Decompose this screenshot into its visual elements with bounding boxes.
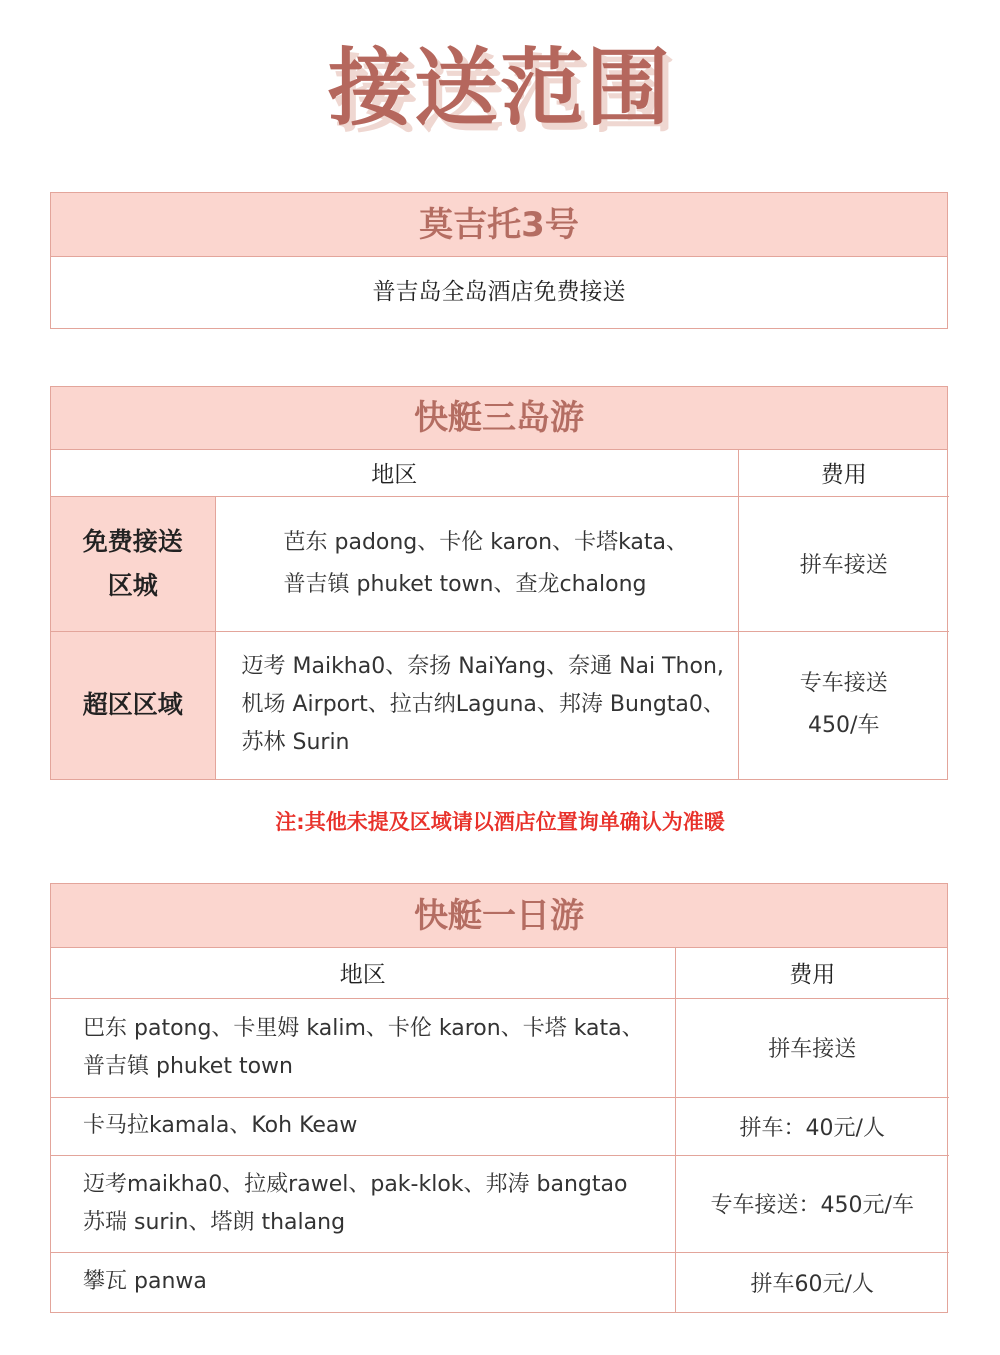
- row-fee: 拼车接送: [675, 998, 949, 1097]
- day-tour-table: [51, 948, 949, 1312]
- region-line: 卡马拉kamala、Koh Keaw: [83, 1113, 358, 1138]
- region-line: 苏瑞 surin、塔朗 thalang: [83, 1209, 346, 1235]
- row-label: [51, 496, 215, 631]
- table-row: [51, 1097, 949, 1155]
- row-fee: 拼车60元/人: [675, 1252, 949, 1312]
- region-line: 芭东 padong、卡伦 karon、卡塔kata、: [283, 529, 689, 555]
- row-label: [51, 631, 215, 779]
- table-row: [51, 496, 949, 631]
- region-line: 普吉镇 phuket town: [83, 1053, 293, 1079]
- section-day-tour-card: [50, 883, 948, 1313]
- header-fee: 费用: [675, 948, 949, 998]
- region-line: 迈考maikha0、拉威rawel、pak-klok、邦涛 bangtao: [83, 1171, 628, 1197]
- row-fee: [738, 496, 949, 631]
- row-label-line: 区城: [107, 570, 158, 600]
- row-region: [215, 631, 738, 779]
- row-fee: 专车接送：450元/车: [675, 1155, 949, 1252]
- row-region: [51, 1252, 675, 1312]
- header-region: 地区: [51, 948, 675, 998]
- three-island-table: [51, 450, 949, 779]
- fee-line: 专车接送: [799, 671, 888, 697]
- row-region: [215, 496, 738, 631]
- row-label-line: 超区区域: [82, 690, 183, 720]
- region-line: 苏林 Surin: [241, 730, 350, 756]
- table-row: [51, 1252, 949, 1312]
- header-fee: 费用: [738, 450, 949, 496]
- section-day-tour-title: 快艇一日游: [51, 884, 947, 948]
- region-line: 攀瓦 panwa: [83, 1269, 207, 1295]
- page-title: 接送范围: [327, 39, 672, 137]
- row-region: [51, 1097, 675, 1155]
- row-region: [51, 1155, 675, 1252]
- section-three-island-title: 快艇三岛游: [51, 387, 947, 450]
- region-line: 机场 Airport、拉古纳Laguna、邦涛 Bungta0、: [241, 692, 725, 718]
- section-mojito-title: 莫吉托3号: [51, 193, 947, 257]
- table-header-row: [51, 450, 949, 496]
- region-line: 迈考 Maikha0、奈扬 NaiYang、奈通 Nai Thon,: [241, 654, 724, 680]
- note-text: 注:其他未提及区域请以酒店位置询单确认为准暖: [275, 810, 725, 834]
- row-label-line: 免费接送: [82, 526, 183, 556]
- section-mojito-card: [50, 192, 948, 329]
- region-line: 巴东 patong、卡里姆 kalim、卡伦 karon、卡塔 kata、: [83, 1015, 644, 1041]
- table-row: [51, 1155, 949, 1252]
- row-fee: [738, 631, 949, 779]
- section-mojito-body: 普吉岛全岛酒店免费接送: [372, 279, 626, 305]
- table-row: [51, 998, 949, 1097]
- section-three-island-card: [50, 386, 948, 780]
- region-line: 普吉镇 phuket town、查龙chalong: [283, 571, 647, 597]
- fee-line: 450/车: [808, 713, 880, 739]
- row-fee: 拼车：40元/人: [675, 1097, 949, 1155]
- row-region: [51, 998, 675, 1097]
- header-region: 地区: [51, 450, 738, 496]
- table-row: [51, 631, 949, 779]
- table-header-row: [51, 948, 949, 998]
- fee-line: 拼车接送: [799, 553, 888, 578]
